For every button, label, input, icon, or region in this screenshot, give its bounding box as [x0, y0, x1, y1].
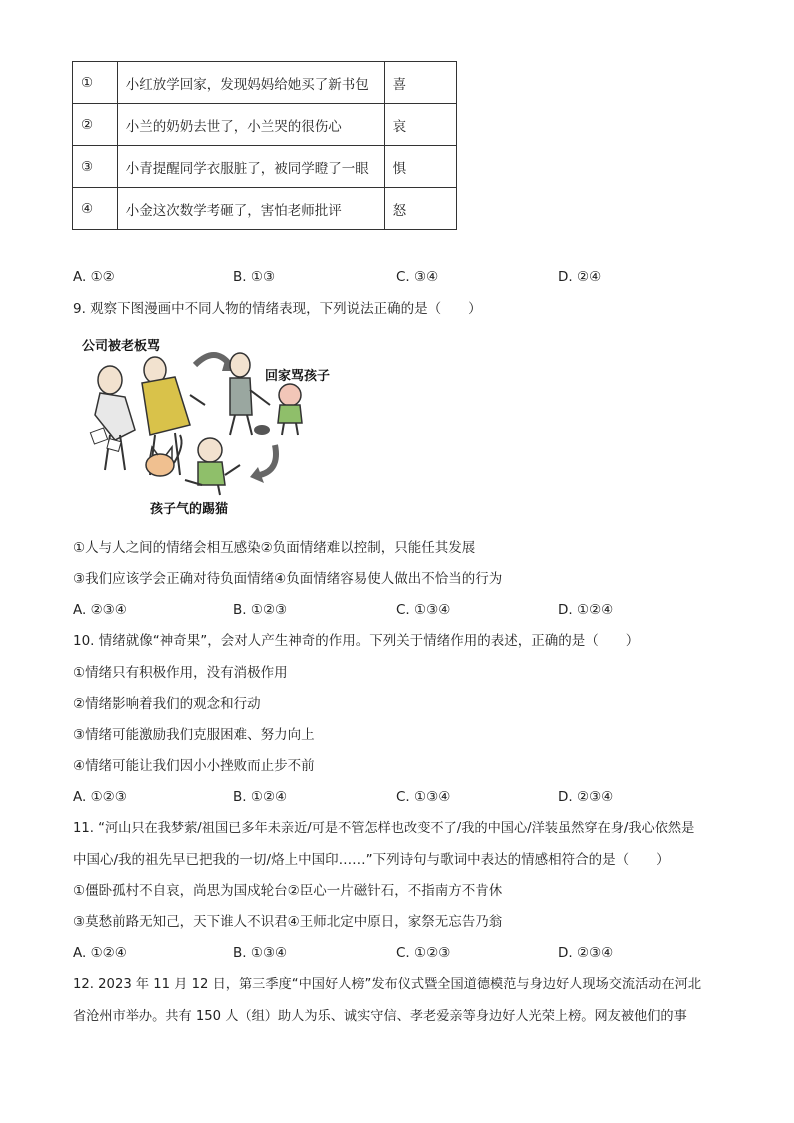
row-number: ③	[73, 146, 118, 188]
kid-kicking-cat-figure	[146, 435, 240, 495]
q9-options	[73, 601, 773, 619]
option-c[interactable]: C. ③④	[396, 269, 439, 285]
table-row	[73, 62, 457, 104]
row-emotion: 惧	[384, 146, 456, 188]
cartoon-label-boss: 公司被老板骂	[82, 339, 161, 354]
option-b[interactable]: B. ①②④	[233, 789, 288, 805]
q10-statement-2: ②情绪影响着我们的观念和行动	[73, 696, 261, 712]
row-number: ④	[73, 188, 118, 230]
q11-statement-2: ③莫愁前路无知己，天下谁人不识君④王师北定中原日，家祭无忘告乃翁	[73, 914, 503, 930]
q8-options	[73, 268, 773, 286]
row-number: ②	[73, 104, 118, 146]
q10-statement-4: ④情绪可能让我们因小小挫败而止步不前	[73, 758, 315, 774]
table-row	[73, 104, 457, 146]
q10-statement-3: ③情绪可能激励我们克服困难、努力向上	[73, 727, 315, 743]
option-a[interactable]: A. ①②	[73, 269, 115, 285]
cartoon-label-home: 回家骂孩子	[265, 369, 331, 384]
option-d[interactable]: D. ②③④	[558, 789, 614, 805]
row-description: 小兰的奶奶去世了，小兰哭的很伤心	[117, 104, 384, 146]
option-d[interactable]: D. ②③④	[558, 945, 614, 961]
q9-statement-1: ①人与人之间的情绪会相互感染②负面情绪难以控制，只能任其发展	[73, 540, 476, 556]
option-b[interactable]: B. ①②③	[233, 602, 288, 618]
option-c[interactable]: C. ①③④	[396, 602, 451, 618]
cartoon-label-cat: 孩子气的踢猫	[150, 502, 229, 517]
q11-options	[73, 944, 773, 962]
option-a[interactable]: A. ②③④	[73, 602, 127, 618]
option-b[interactable]: B. ①③④	[233, 945, 288, 961]
q10-stem: 10. 情绪就像“神奇果”，会对人产生神奇的作用。下列关于情绪作用的表述，正确的是（ ）	[73, 633, 640, 649]
boss-scolding-figure	[90, 357, 205, 475]
q9-stem: 9. 观察下图漫画中不同人物的情绪表现，下列说法正确的是（ ）	[73, 301, 482, 317]
emotion-chain-cartoon	[80, 335, 360, 520]
q10-statement-1: ①情绪只有积极作用，没有消极作用	[73, 665, 288, 681]
option-d[interactable]: D. ②④	[558, 269, 602, 285]
row-description: 小金这次数学考砸了，害怕老师批评	[117, 188, 384, 230]
q11-statement-1: ①僵卧孤村不自哀，尚思为国戍轮台②臣心一片磁针石，不指南方不肯休	[73, 883, 503, 899]
row-description: 小青提醒同学衣服脏了，被同学瞪了一眼	[117, 146, 384, 188]
option-a[interactable]: A. ①②③	[73, 789, 127, 805]
row-emotion: 喜	[384, 62, 456, 104]
table-row	[73, 146, 457, 188]
option-c[interactable]: C. ①②③	[396, 945, 451, 961]
q11-stem-line2: 中国心/我的祖先早已把我的一切/烙上中国印……”下列诗句与歌词中表达的情感相符合的是（ ）	[73, 852, 670, 868]
q11-stem-line1: 11. “河山只在我梦萦/祖国已多年未亲近/可是不管怎样也改变不了/我的中国心/洋装虽然穿在身/我心依然是	[73, 821, 695, 836]
row-number: ①	[73, 62, 118, 104]
q10-options	[73, 788, 773, 806]
row-emotion: 哀	[384, 104, 456, 146]
row-description: 小红放学回家，发现妈妈给她买了新书包	[117, 62, 384, 104]
option-b[interactable]: B. ①③	[233, 269, 276, 285]
table-row	[73, 188, 457, 230]
dad-scolding-kid-figure	[230, 353, 302, 435]
q9-statement-2: ③我们应该学会正确对待负面情绪④负面情绪容易使人做出不恰当的行为	[73, 571, 503, 587]
option-d[interactable]: D. ①②④	[558, 602, 614, 618]
q12-stem-line2: 省沧州市举办。共有 150 人（组）助人为乐、诚实守信、孝老爱亲等身边好人光荣上榜。网友被他们的事	[73, 1009, 687, 1024]
q12-stem-line1: 12. 2023 年 11 月 12 日，第三季度“中国好人榜”发布仪式暨全国道德模范与身边好人现场交流活动在河北	[73, 977, 702, 992]
row-emotion: 怒	[384, 188, 456, 230]
option-a[interactable]: A. ①②④	[73, 945, 127, 961]
option-c[interactable]: C. ①③④	[396, 789, 451, 805]
emotion-table	[72, 61, 457, 230]
